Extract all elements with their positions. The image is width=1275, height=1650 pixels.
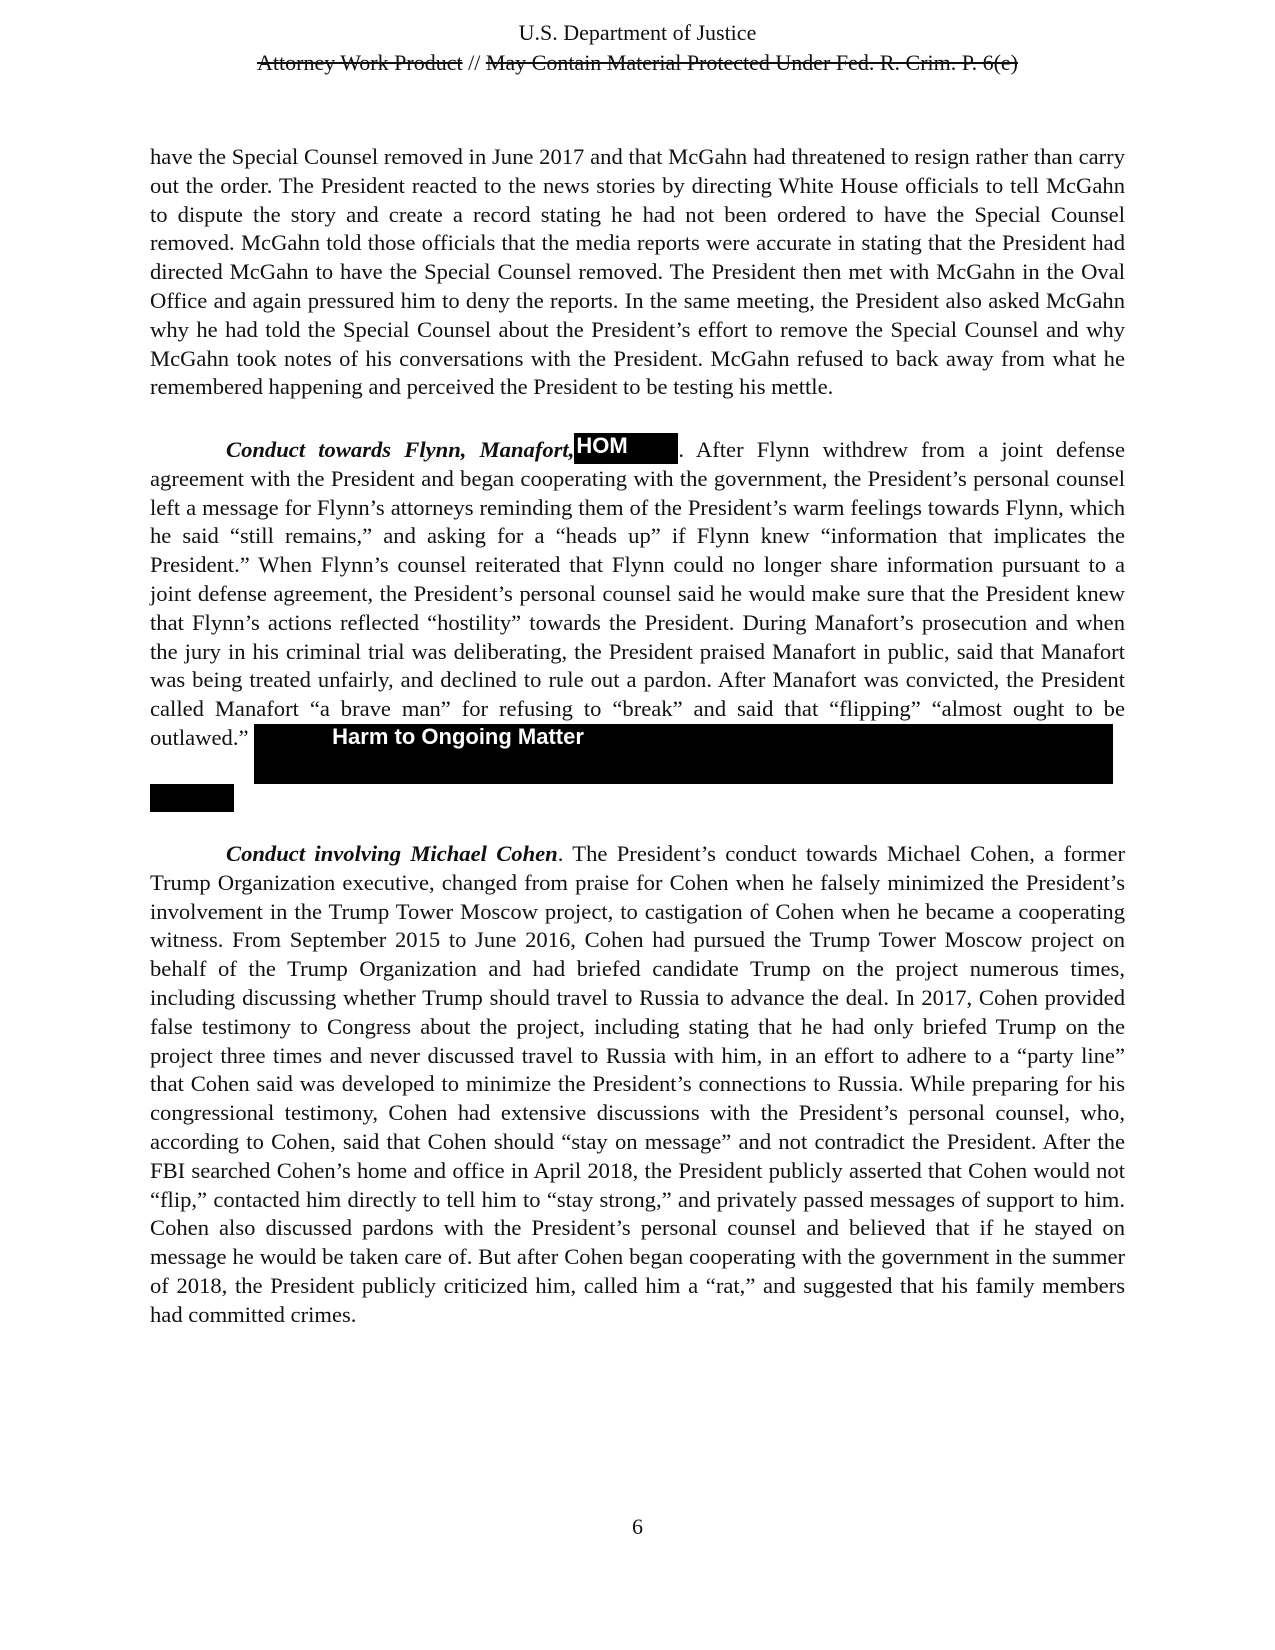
redaction-tail xyxy=(150,784,234,812)
paragraph-2-body: . After Flynn withdrew from a joint defense agreement with the President and began cooperating with the government, the President’s personal counsel left a message for Flynn’s attorneys reminding them of the President’s warm feelings towards Flynn, which he said “still remains,” and asking for a “heads up” if Flynn knew “information that implicates the President.” When Flynn’s counsel reiterated that Flynn could no longer share information pursuant to a joint defense agreement, the President’s personal counsel said he would make sure that the President knew that Flynn’s actions reflected “hostility” towards the President. During Manafort’s prosecution and when the jury in his criminal trial was deliberating, the President praised Manafort in public, said that Manafort was being treated unfairly, and declined to rule out a pardon. After Manafort was convicted, the President called Manafort “a brave man” for refusing to “break” and said that “flipping” “almost ought to be outlawed.” xyxy=(150,437,1126,750)
classification-marking xyxy=(0,48,1275,78)
body-paragraph-2 xyxy=(150,433,1126,812)
redaction-harm-to-ongoing-matter: Harm to Ongoing Matter xyxy=(254,724,1113,784)
marking-work-product: Attorney Work Product xyxy=(257,50,463,75)
section-heading-flynn-manafort: Conduct towards Flynn, Manafort, xyxy=(226,437,575,462)
paragraph-1-text: have the Special Counsel removed in June 2017 and that McGahn had threatened to resign rather than carry out the order. The President reacted to the news stories by directing White House officials to tell McGahn to dispute the story and create a record stating he had not been ordered to have the Special Counsel removed. McGahn told those officials that the media reports were accurate in stating that the President had directed McGahn to have the Special Counsel removed. The President then met with McGahn in the Oval Office and again pressured him to deny the reports. In the same meeting, the President also asked McGahn why he had told the Special Counsel about the President’s effort to remove the Special Counsel and why McGahn took notes of his conversations with the President. McGahn refused to back away from what he remembered happening and perceived the President to be testing his mettle. xyxy=(150,144,1125,400)
paragraph-3-text xyxy=(150,840,1125,1330)
page-header xyxy=(0,18,1275,78)
marking-grand-jury: May Contain Material Protected Under Fed. R. Crim. P. 6(e) xyxy=(485,50,1018,75)
paragraph-3-body: . The President’s conduct towards Michael Cohen, a former Trump Organization executive, changed from praise for Cohen when he falsely minimized the President’s involvement in the Trump Tower Moscow project, to castigation of Cohen when he became a cooperating witness. From September 2015 to June 2016, Cohen had pursued the Trump Tower Moscow project on behalf of the Trump Organization and had briefed candidate Trump on the project numerous times, including discussing whether Trump should travel to Russia to advance the deal. In 2017, Cohen provided false testimony to Congress about the project, including stating that he had only briefed Trump on the project three times and never discussed travel to Russia with him, in an effort to adhere to a “party line” that Cohen said was developed to minimize the President’s connections to Russia. While preparing for his congressional testimony, Cohen had extensive discussions with the President’s personal counsel, who, according to Cohen, said that Cohen should “stay on message” and not contradict the President. After the FBI searched Cohen’s home and office in April 2018, the President publicly asserted that Cohen would not “flip,” contacted him directly to tell him to “stay strong,” and privately passed messages of support to him. Cohen also discussed pardons with the President’s personal counsel and believed that if he stayed on message he would be taken care of. But after Cohen began cooperating with the government in the summer of 2018, the President publicly criticized him, called him a “rat,” and suggested that his family members had committed crimes. xyxy=(150,841,1125,1327)
page-number: 6 xyxy=(632,1514,643,1539)
paragraph-2-text xyxy=(150,433,1126,784)
section-heading-cohen: Conduct involving Michael Cohen xyxy=(226,841,558,866)
body-paragraph-3 xyxy=(150,840,1125,1330)
agency-name: U.S. Department of Justice xyxy=(518,20,757,45)
redaction-hom: HOM xyxy=(574,433,678,464)
marking-separator: // xyxy=(462,50,486,75)
body-paragraph-1 xyxy=(150,143,1125,402)
